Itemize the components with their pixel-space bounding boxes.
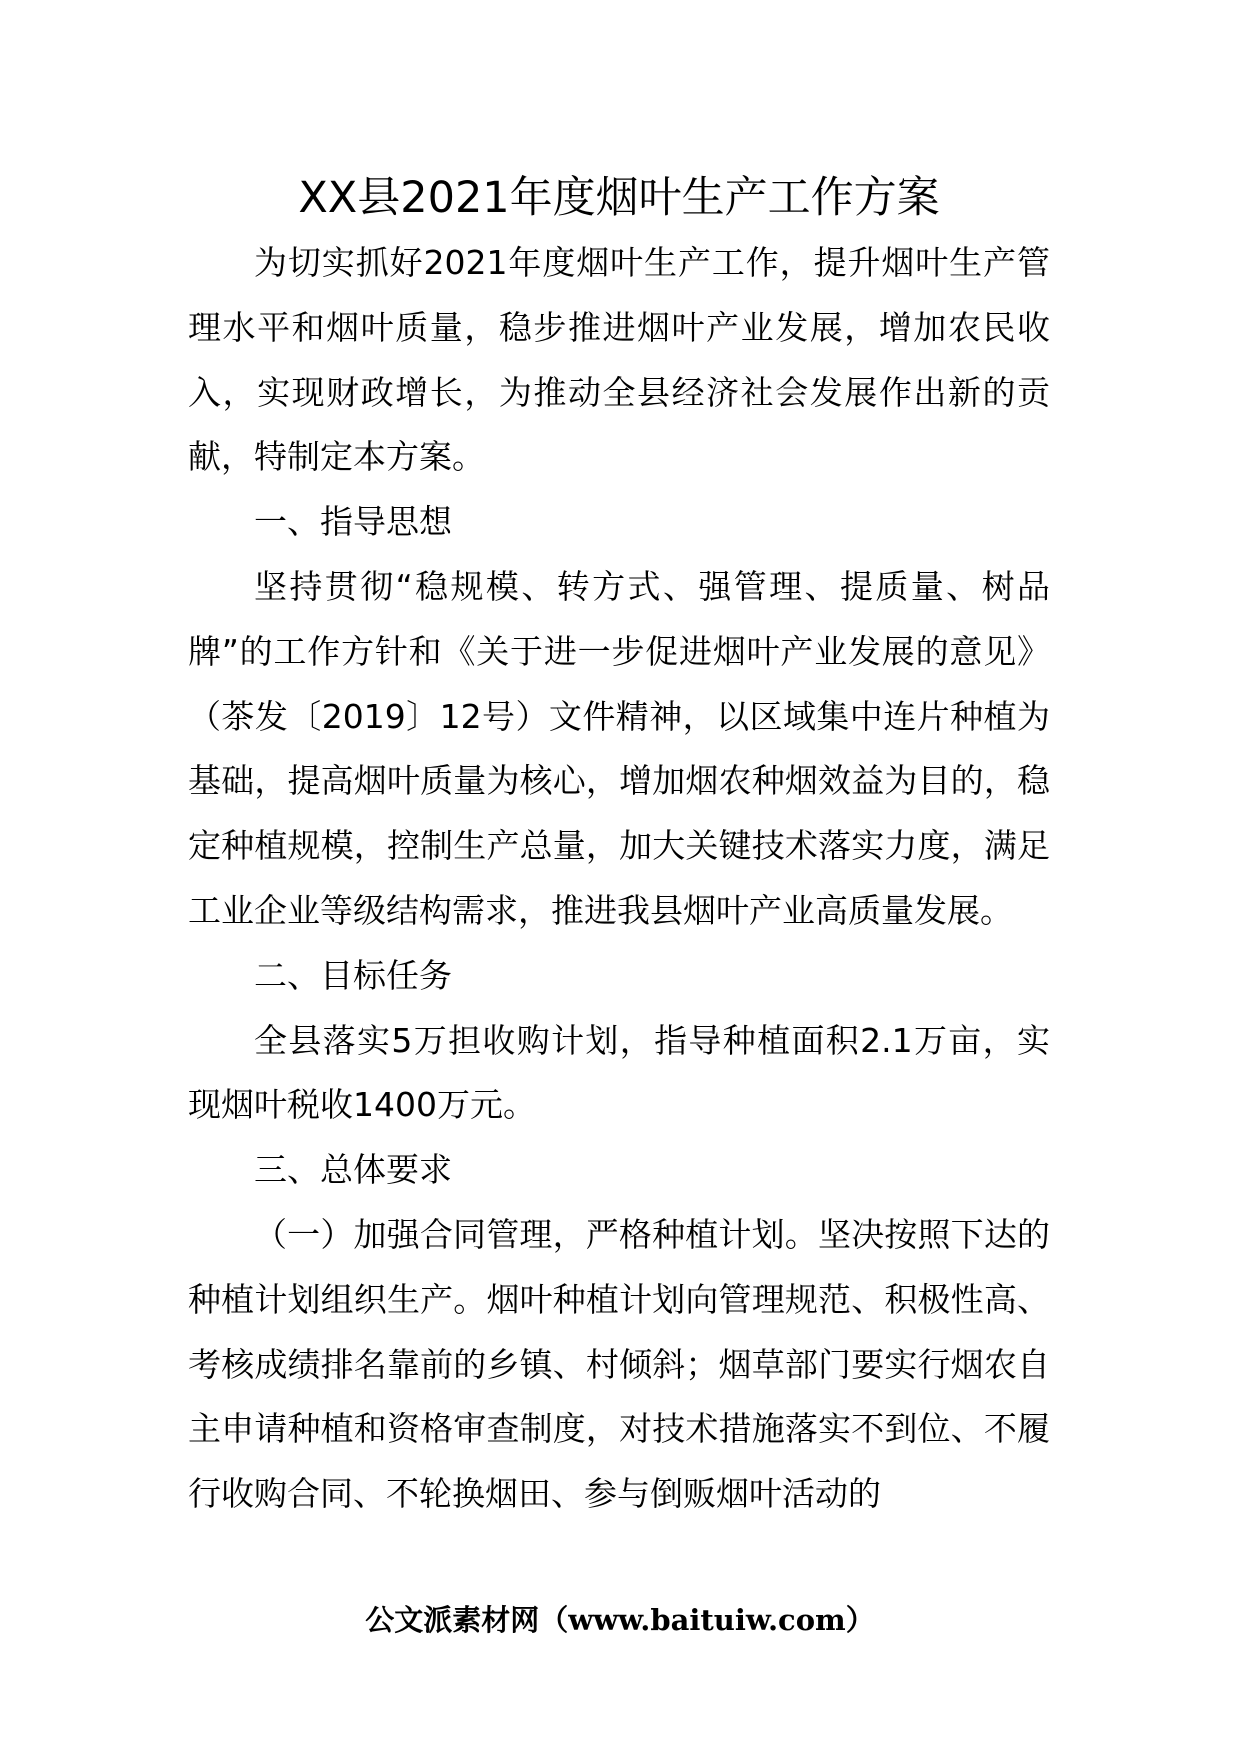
footer-watermark: 公文派素材网（www.baituiw.com） <box>365 1603 875 1637</box>
section-body-targets: 全县落实5万担收购计划，指导种植面积2.1万亩，实现烟叶税收1400万元。 <box>188 1020 1050 1125</box>
section-heading-general-requirements: 三、总体要求 <box>254 1150 452 1190</box>
intro-paragraph: 为切实抓好2021年度烟叶生产工作，提升烟叶生产管理水平和烟叶质量，稳步推进烟叶产业发展，增加农民收入，实现财政增长，为推动全县经济社会发展作出新的贡献，特制定本方案。 <box>188 243 1050 477</box>
section-heading-guiding-thought: 一、指导思想 <box>254 502 452 542</box>
section-body-general-requirements: （一）加强合同管理，严格种植计划。坚决按照下达的种植计划组织生产。烟叶种植计划向管理规范、积极性高、考核成绩排名靠前的乡镇、村倾斜；烟草部门要实行烟农自主申请种植和资格审查制度，对技术措施落实不到位、不履行收购合同、不轮换烟田、参与倒贩烟叶活动的 <box>188 1214 1050 1514</box>
section-heading-targets: 二、目标任务 <box>254 955 452 995</box>
document-body <box>188 165 1050 1527</box>
document-title: XX县2021年度烟叶生产工作方案 <box>298 173 940 223</box>
section-body-guiding-thought: 坚持贯彻“稳规模、转方式、强管理、提质量、树品牌”的工作方针和《关于进一步促进烟叶产业发展的意见》（茶发〔2019〕12号）文件精神，以区域集中连片种植为基础，提高烟叶质量为核心，增加烟农种烟效益为目的，稳定种植规模，控制生产总量，加大关键技术落实力度，满足工业企业等级结构需求，推进我县烟叶产业高质量发展。 <box>188 566 1050 930</box>
